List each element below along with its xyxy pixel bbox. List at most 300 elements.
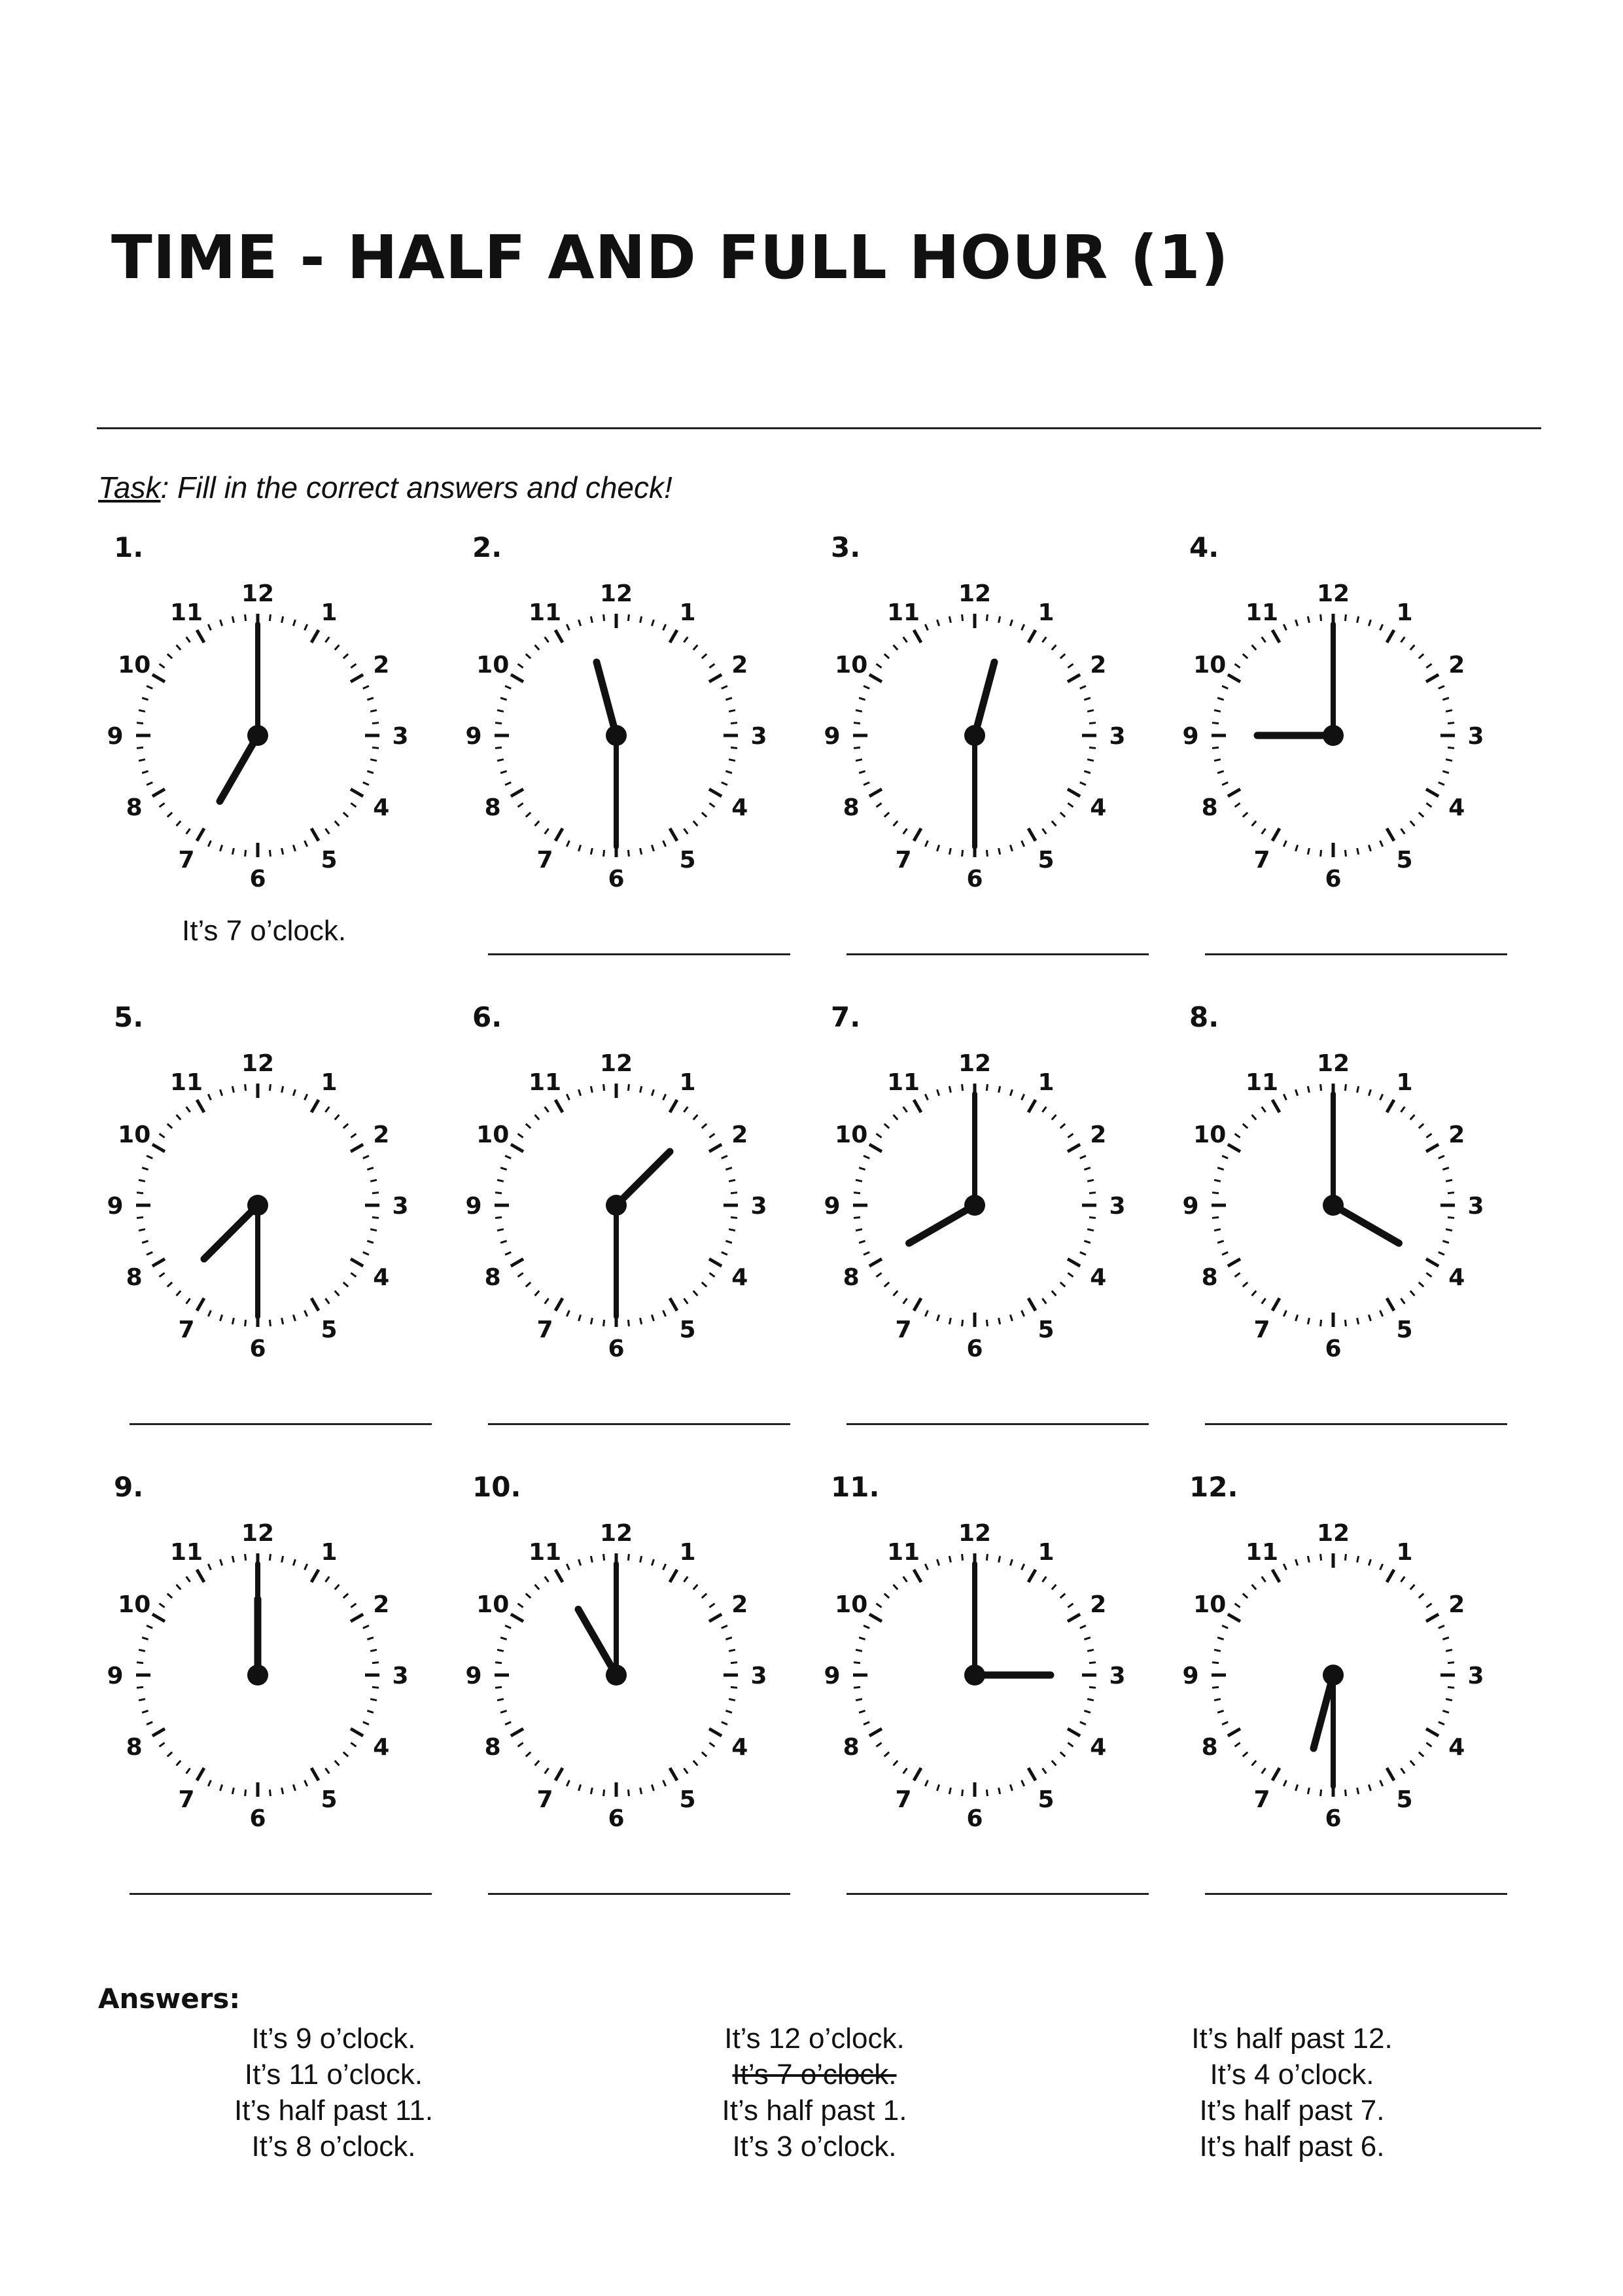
clock-numeral: 9 <box>1182 723 1199 750</box>
answer-option: It’s 7 o’clock. <box>732 2058 897 2091</box>
clock-numeral: 9 <box>824 723 841 750</box>
minute-tick <box>1419 1594 1423 1598</box>
minute-tick <box>702 813 707 817</box>
minute-tick <box>567 1780 569 1786</box>
minute-tick <box>351 803 356 807</box>
minute-tick <box>186 1768 190 1773</box>
minute-tick <box>986 1084 987 1091</box>
worksheet-title: TIME - HALF AND FULL HOUR (1) <box>111 222 1229 292</box>
clock-numeral: 3 <box>750 1663 767 1689</box>
answer-option: It’s 12 o’clock. <box>724 2022 905 2055</box>
clock-numeral: 7 <box>536 846 553 874</box>
minute-tick <box>1222 783 1228 785</box>
minute-tick <box>1214 1229 1221 1231</box>
hour-tick <box>351 1259 363 1266</box>
clock-numeral: 3 <box>1467 723 1484 750</box>
minute-tick <box>709 1742 714 1746</box>
minute-tick <box>628 1790 629 1796</box>
minute-tick <box>1380 841 1383 847</box>
minute-tick <box>1010 1089 1012 1096</box>
minute-tick <box>1296 1559 1298 1566</box>
exercise-number: 11. <box>831 1471 880 1503</box>
minute-tick <box>1296 1784 1298 1791</box>
hour-tick <box>670 1768 677 1780</box>
clock-numeral: 1 <box>1038 1539 1055 1566</box>
minute-tick <box>877 1273 882 1277</box>
minute-tick <box>693 821 698 826</box>
answer-blank-line[interactable] <box>1205 953 1507 955</box>
minute-tick <box>343 1282 348 1287</box>
minute-tick <box>1214 1650 1221 1651</box>
minute-tick <box>500 698 507 700</box>
answer-blank-line[interactable] <box>488 1893 790 1895</box>
minute-tick <box>1401 828 1405 834</box>
minute-tick <box>325 1768 329 1773</box>
clock-face <box>1182 1518 1484 1845</box>
clock-numeral: 6 <box>1325 1805 1342 1832</box>
minute-tick <box>535 821 540 826</box>
clock-numeral: 4 <box>1090 1264 1107 1291</box>
minute-tick <box>1042 1768 1046 1773</box>
clock-numeral: 5 <box>321 846 338 874</box>
minute-tick <box>351 1134 356 1138</box>
minute-tick <box>147 1252 152 1255</box>
minute-tick <box>1345 1084 1346 1091</box>
minute-tick <box>363 1722 369 1725</box>
minute-tick <box>351 1742 356 1746</box>
clock-numeral: 8 <box>126 1264 143 1291</box>
clock-numeral: 4 <box>373 1734 390 1761</box>
minute-tick <box>535 1291 540 1296</box>
minute-tick <box>497 1229 504 1231</box>
hour-hand <box>1333 1205 1399 1243</box>
hour-tick <box>709 1144 722 1152</box>
answer-blank-line[interactable] <box>846 1893 1149 1895</box>
minute-tick <box>702 1124 707 1129</box>
minute-tick <box>937 1559 939 1566</box>
minute-tick <box>1401 1768 1405 1773</box>
exercise-2 <box>457 531 815 989</box>
minute-tick <box>147 1156 152 1158</box>
minute-tick <box>925 841 928 847</box>
hour-tick <box>1028 1570 1036 1582</box>
answer-blank-line[interactable] <box>130 1893 432 1895</box>
minute-tick <box>1217 1241 1224 1243</box>
minute-tick <box>1426 803 1431 807</box>
minute-tick <box>591 1556 592 1563</box>
minute-tick <box>709 803 714 807</box>
clock-numeral: 7 <box>1253 1316 1270 1343</box>
minute-tick <box>1084 1710 1091 1712</box>
clock-numeral: 11 <box>169 1069 203 1097</box>
hour-tick <box>709 675 722 682</box>
clock-numeral: 4 <box>1448 1734 1465 1761</box>
minute-tick <box>894 1291 898 1296</box>
minute-tick <box>962 850 963 857</box>
clock-numeral: 7 <box>536 1786 553 1813</box>
hour-tick <box>152 1614 165 1621</box>
exercise-7 <box>815 1001 1174 1459</box>
clock-numeral: 12 <box>241 1520 275 1547</box>
minute-tick <box>526 1752 531 1757</box>
minute-tick <box>495 747 502 748</box>
clock-numeral: 8 <box>1201 1264 1218 1291</box>
minute-tick <box>702 1594 707 1598</box>
hour-tick <box>1228 789 1240 796</box>
minute-tick <box>1214 1180 1221 1181</box>
minute-tick <box>1283 1780 1286 1786</box>
minute-tick <box>1217 1710 1224 1712</box>
minute-tick <box>731 723 737 724</box>
minute-tick <box>1060 1282 1065 1287</box>
hour-tick <box>1028 1100 1036 1112</box>
answer-blank-line[interactable] <box>130 1423 432 1425</box>
minute-tick <box>497 760 504 761</box>
minute-tick <box>640 616 642 623</box>
clock-numeral: 9 <box>107 1193 124 1220</box>
hour-tick <box>555 1100 563 1112</box>
minute-tick <box>363 783 369 785</box>
minute-tick <box>232 1788 234 1794</box>
minute-tick <box>579 620 581 626</box>
minute-tick <box>1087 1699 1094 1701</box>
answer-blank-line[interactable] <box>488 953 790 955</box>
minute-tick <box>325 637 329 643</box>
minute-tick <box>293 1089 295 1096</box>
exercise-9 <box>98 1471 457 1929</box>
minute-tick <box>177 645 181 650</box>
minute-tick <box>729 1650 735 1651</box>
hour-tick <box>709 789 722 796</box>
hour-tick <box>869 789 882 796</box>
clock-face <box>1182 1048 1484 1375</box>
minute-tick <box>1252 1585 1257 1589</box>
hour-tick <box>914 1100 921 1112</box>
minute-tick <box>986 1554 987 1561</box>
clock-svg <box>1182 1518 1484 1845</box>
exercise-10 <box>457 1471 815 1929</box>
minute-tick <box>545 637 549 643</box>
minute-tick <box>1442 1638 1449 1640</box>
hour-tick <box>1068 675 1080 682</box>
clock-numeral: 2 <box>373 1591 390 1618</box>
minute-tick <box>1252 645 1257 650</box>
clock-numeral: 6 <box>966 866 983 892</box>
clock-numeral: 5 <box>1038 1786 1055 1813</box>
minute-tick <box>999 1556 1000 1563</box>
minute-tick <box>325 828 329 834</box>
clock-svg <box>107 1518 409 1845</box>
minute-tick <box>1010 1315 1012 1321</box>
clock-face <box>824 1518 1126 1845</box>
hour-tick <box>555 1298 563 1311</box>
minute-tick <box>1308 1086 1309 1093</box>
minute-tick <box>367 1241 374 1243</box>
minute-tick <box>1283 1311 1286 1316</box>
clock-face <box>1182 578 1484 906</box>
minute-tick <box>628 1084 629 1091</box>
minute-tick <box>1089 1217 1096 1218</box>
minute-tick <box>1052 645 1056 650</box>
answer-blank-line[interactable] <box>1205 1423 1507 1425</box>
minute-tick <box>1068 664 1073 668</box>
clock-numeral: 5 <box>1396 1316 1413 1343</box>
clock-numeral: 12 <box>1316 1050 1350 1077</box>
clock-numeral: 9 <box>824 1663 841 1689</box>
minute-tick <box>859 771 865 773</box>
minute-tick <box>877 1742 882 1746</box>
clock-numeral: 5 <box>321 1316 338 1343</box>
minute-tick <box>160 1742 165 1746</box>
minute-tick <box>526 1124 531 1129</box>
hour-tick <box>1426 1729 1439 1736</box>
clock-svg <box>824 1518 1126 1845</box>
minute-tick <box>986 1790 987 1796</box>
minute-tick <box>325 1577 329 1582</box>
minute-tick <box>147 783 152 785</box>
clock-numeral: 1 <box>1038 599 1055 627</box>
minute-tick <box>986 850 987 857</box>
minute-tick <box>220 620 222 626</box>
clock-face <box>824 578 1126 906</box>
minute-tick <box>1380 1094 1383 1100</box>
minute-tick <box>854 747 860 748</box>
minute-tick <box>1426 1273 1431 1277</box>
clock-numeral: 5 <box>679 1786 696 1813</box>
minute-tick <box>864 1625 869 1628</box>
minute-tick <box>167 1282 172 1287</box>
minute-tick <box>1357 616 1359 623</box>
minute-tick <box>245 1084 246 1091</box>
example-answer: It’s 7 o’clock. <box>182 915 347 947</box>
minute-tick <box>1214 1699 1221 1701</box>
minute-tick <box>1401 1107 1405 1112</box>
minute-tick <box>208 1094 211 1100</box>
hour-tick <box>152 675 165 682</box>
minute-tick <box>1060 1124 1065 1129</box>
minute-tick <box>1357 848 1359 855</box>
minute-tick <box>139 760 145 761</box>
clock-numeral: 5 <box>679 846 696 874</box>
minute-tick <box>1296 620 1298 626</box>
minute-tick <box>884 1594 889 1598</box>
minute-tick <box>343 1752 348 1757</box>
clock-numeral: 7 <box>895 1316 912 1343</box>
hour-hand <box>204 1205 258 1259</box>
answer-option: It’s 11 o’clock. <box>244 2058 423 2091</box>
minute-tick <box>343 1594 348 1598</box>
minute-tick <box>232 616 234 623</box>
clock-numeral: 10 <box>476 1122 510 1148</box>
clock-face <box>107 1518 409 1845</box>
minute-tick <box>864 1252 869 1255</box>
clock-numeral: 10 <box>835 1122 868 1148</box>
clock-center <box>1323 725 1344 746</box>
minute-tick <box>877 1134 882 1138</box>
clock-numeral: 2 <box>1090 652 1107 679</box>
minute-tick <box>1042 637 1046 643</box>
clock-center <box>606 725 627 746</box>
minute-tick <box>367 698 374 700</box>
minute-tick <box>282 1788 283 1794</box>
minute-tick <box>937 1315 939 1321</box>
exercise-3 <box>815 531 1174 989</box>
clock-center <box>247 1195 268 1216</box>
minute-tick <box>579 845 581 851</box>
minute-tick <box>894 1761 898 1765</box>
hour-tick <box>869 1259 882 1266</box>
hour-tick <box>197 1298 204 1311</box>
minute-tick <box>535 1761 540 1765</box>
minute-tick <box>505 783 511 785</box>
hour-tick <box>1068 1729 1080 1736</box>
hour-tick <box>152 789 165 796</box>
minute-tick <box>1243 1124 1248 1129</box>
minute-tick <box>628 1320 629 1326</box>
hour-tick <box>555 828 563 841</box>
minute-tick <box>1439 783 1444 785</box>
exercise-11 <box>815 1471 1174 1929</box>
clock-numeral: 9 <box>465 1663 482 1689</box>
clock-numeral: 1 <box>321 1069 338 1097</box>
answers-heading: Answers: <box>98 1983 241 2015</box>
minute-tick <box>579 1089 581 1096</box>
clock-svg <box>465 578 767 906</box>
minute-tick <box>567 624 569 630</box>
minute-tick <box>1357 1556 1359 1563</box>
minute-tick <box>567 1311 569 1316</box>
clock-numeral: 6 <box>1325 866 1342 892</box>
hour-tick <box>1228 1144 1240 1152</box>
clock-numeral: 6 <box>249 1805 266 1832</box>
minute-tick <box>142 1638 148 1640</box>
minute-tick <box>856 1699 862 1701</box>
clock-face <box>107 1048 409 1375</box>
minute-tick <box>856 1650 862 1651</box>
minute-tick <box>684 828 688 834</box>
answer-blank-line[interactable] <box>1205 1893 1507 1895</box>
minute-tick <box>722 783 727 785</box>
minute-tick <box>1087 1229 1094 1231</box>
minute-tick <box>142 1710 148 1712</box>
minute-tick <box>877 664 882 668</box>
minute-tick <box>139 710 145 711</box>
minute-tick <box>1401 1577 1405 1582</box>
minute-tick <box>293 845 295 851</box>
minute-tick <box>1345 1790 1346 1796</box>
minute-tick <box>1089 747 1096 748</box>
hour-tick <box>1272 828 1280 841</box>
minute-tick <box>1087 1180 1094 1181</box>
hour-tick <box>1272 1768 1280 1780</box>
minute-tick <box>245 1320 246 1326</box>
minute-tick <box>1052 821 1056 826</box>
clock-numeral: 1 <box>321 1539 338 1566</box>
minute-tick <box>722 686 727 688</box>
minute-tick <box>139 1699 145 1701</box>
minute-tick <box>282 848 283 855</box>
minute-tick <box>1369 1089 1370 1096</box>
hour-tick <box>1272 1570 1280 1582</box>
minute-tick <box>709 1273 714 1277</box>
exercise-6 <box>457 1001 815 1459</box>
minute-tick <box>1262 828 1266 834</box>
exercise-number: 3. <box>831 531 861 563</box>
minute-tick <box>729 1180 735 1181</box>
exercise-12 <box>1174 1471 1532 1929</box>
minute-tick <box>693 645 698 650</box>
minute-tick <box>220 1089 222 1096</box>
minute-tick <box>1410 1585 1415 1589</box>
minute-tick <box>1380 1564 1383 1570</box>
clock-numeral: 9 <box>107 723 124 750</box>
hour-tick <box>152 1144 165 1152</box>
minute-tick <box>567 841 569 847</box>
hour-tick <box>1272 630 1280 643</box>
minute-tick <box>367 1168 374 1170</box>
minute-tick <box>139 1650 145 1651</box>
minute-tick <box>1439 1252 1444 1255</box>
hour-tick <box>1068 1259 1080 1266</box>
clock-numeral: 11 <box>1245 1069 1279 1097</box>
hour-tick <box>670 828 677 841</box>
minute-tick <box>500 1241 507 1243</box>
clock-numeral: 3 <box>392 723 409 750</box>
clock-numeral: 6 <box>608 866 625 892</box>
minute-tick <box>722 1252 727 1255</box>
minute-tick <box>545 1577 549 1582</box>
minute-tick <box>1052 1585 1056 1589</box>
minute-tick <box>186 1107 190 1112</box>
minute-tick <box>545 1298 549 1303</box>
minute-tick <box>500 771 507 773</box>
clock-center <box>1323 1665 1344 1686</box>
clock-numeral: 12 <box>958 1050 992 1077</box>
minute-tick <box>663 1780 666 1786</box>
minute-tick <box>684 1577 688 1582</box>
minute-tick <box>1235 1273 1240 1277</box>
minute-tick <box>1217 1168 1224 1170</box>
hour-tick <box>197 828 204 841</box>
minute-tick <box>579 1315 581 1321</box>
hour-tick <box>1426 1144 1439 1152</box>
minute-tick <box>137 747 143 748</box>
minute-tick <box>293 1784 295 1791</box>
minute-tick <box>293 1559 295 1566</box>
minute-tick <box>1080 1156 1086 1158</box>
minute-tick <box>526 813 531 817</box>
clock-face <box>465 1518 767 1845</box>
minute-tick <box>1357 1788 1359 1794</box>
clock-numeral: 10 <box>835 1591 868 1618</box>
minute-tick <box>1214 760 1221 761</box>
answer-blank-line[interactable] <box>846 953 1149 955</box>
minute-tick <box>282 616 283 623</box>
minute-tick <box>1426 664 1431 668</box>
exercise-5 <box>98 1001 457 1459</box>
answer-blank-line[interactable] <box>488 1423 790 1425</box>
answer-blank-line[interactable] <box>846 1423 1149 1425</box>
minute-tick <box>305 1094 307 1100</box>
minute-tick <box>1446 1650 1452 1651</box>
clock-numeral: 7 <box>895 846 912 874</box>
minute-tick <box>535 1115 540 1120</box>
clock-numeral: 7 <box>178 1786 195 1813</box>
clock-numeral: 3 <box>750 1193 767 1220</box>
minute-tick <box>856 1229 862 1231</box>
minute-tick <box>1222 1252 1228 1255</box>
hour-tick <box>511 675 523 682</box>
